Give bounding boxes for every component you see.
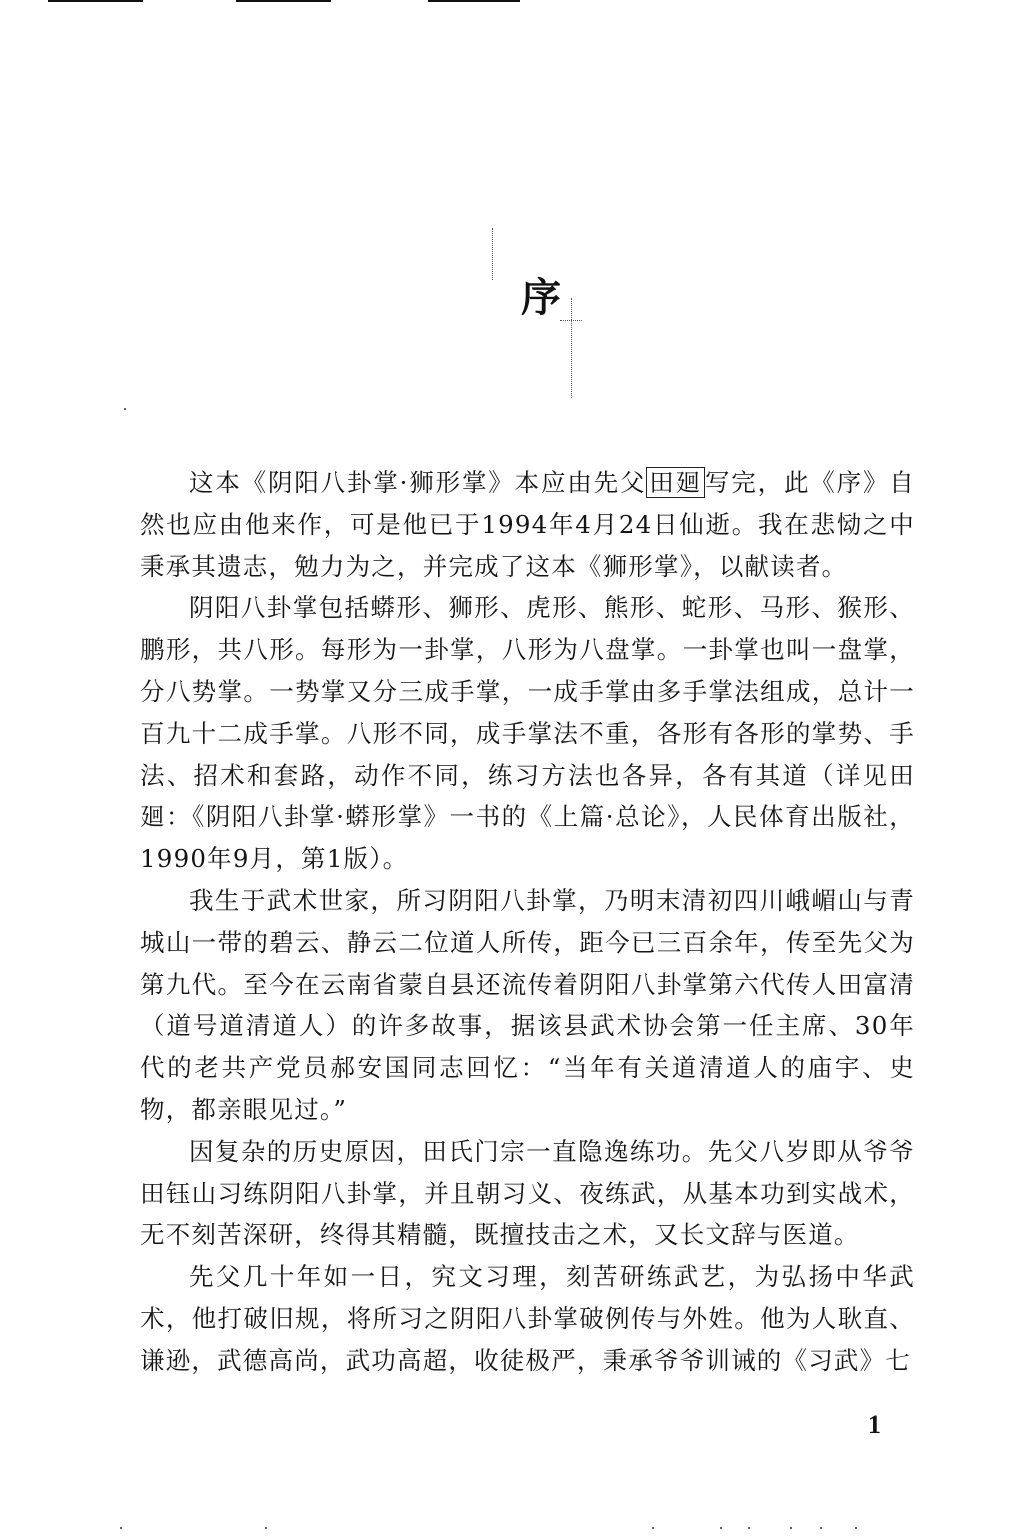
bottom-scan-specks	[0, 1525, 1029, 1531]
preface-body	[140, 462, 915, 1382]
paragraph-5: 先父几十年如一日，究文习理，刻苦研练武艺，为弘扬中华武术，他打破旧规，将所习之阴阳八卦掌破例传与外姓。他为人耿直、谦逊，武德高尚，武功高超，收徒极严，秉承爷爷训诫的《习武》七	[140, 1262, 915, 1375]
top-rule-middle	[236, 0, 331, 2]
ornament-line-right	[571, 298, 572, 398]
page-title: 序	[521, 274, 561, 321]
scan-speck	[124, 408, 126, 410]
paragraph-1	[140, 462, 915, 587]
paragraph-1-after: 写完，此《序》自然也应由他来作，可是他已于1994年4月24日仙逝。我在悲恸之中秉承其遗志，勉力为之，并完成了这本《狮形掌》，以献读者。	[140, 468, 915, 581]
paragraph-2: 阴阳八卦掌包括蟒形、狮形、虎形、熊形、蛇形、马形、猴形、鹏形，共八形。每形为一卦掌，八形为八盘掌。一卦掌也叫一盘掌，分八势掌。一势掌又分三成手掌，一成手掌由多手掌法组成，总计一百九十二成手掌。八形不同，成手掌法不重，各形有各形的掌势、手法、招术和套路，动作不同，练习方法也各异，各有其道（详见田廻：《阴阳八卦掌·蟒形掌》一书的《上篇·总论》，人民体育出版社，1990年9月，第1版）。	[140, 593, 915, 874]
top-rule-left	[48, 0, 143, 2]
paragraph-1-before: 这本《阴阳八卦掌·狮形掌》本应由先父	[189, 468, 647, 497]
page-number: 1	[868, 1410, 881, 1439]
paragraph-3: 我生于武术世家，所习阴阳八卦掌，乃明末清初四川峨嵋山与青城山一带的碧云、静云二位道人所传，距今已三百余年，传至先父为第九代。至今在云南省蒙自县还流传着阴阳八卦掌第六代传人田富清（道号道清道人）的许多故事，据该县武术协会第一任主席、30年代的老共产党员郝安国同志回忆：“当年有关道清道人的庙宇、史物，都亲眼见过。”	[140, 885, 915, 1124]
boxed-author-name: 田廻	[646, 467, 705, 498]
ornament-line-left	[492, 228, 493, 280]
paragraph-4: 因复杂的历史原因，田氏门宗一直隐逸练功。先父八岁即从爷爷田钰山习练阴阳八卦掌，并且朝习义、夜练武，从基本功到实战术，无不刻苦深研，终得其精髓，既擅技击之术，又长文辞与医道。	[140, 1136, 915, 1250]
top-rule-right	[428, 0, 520, 2]
